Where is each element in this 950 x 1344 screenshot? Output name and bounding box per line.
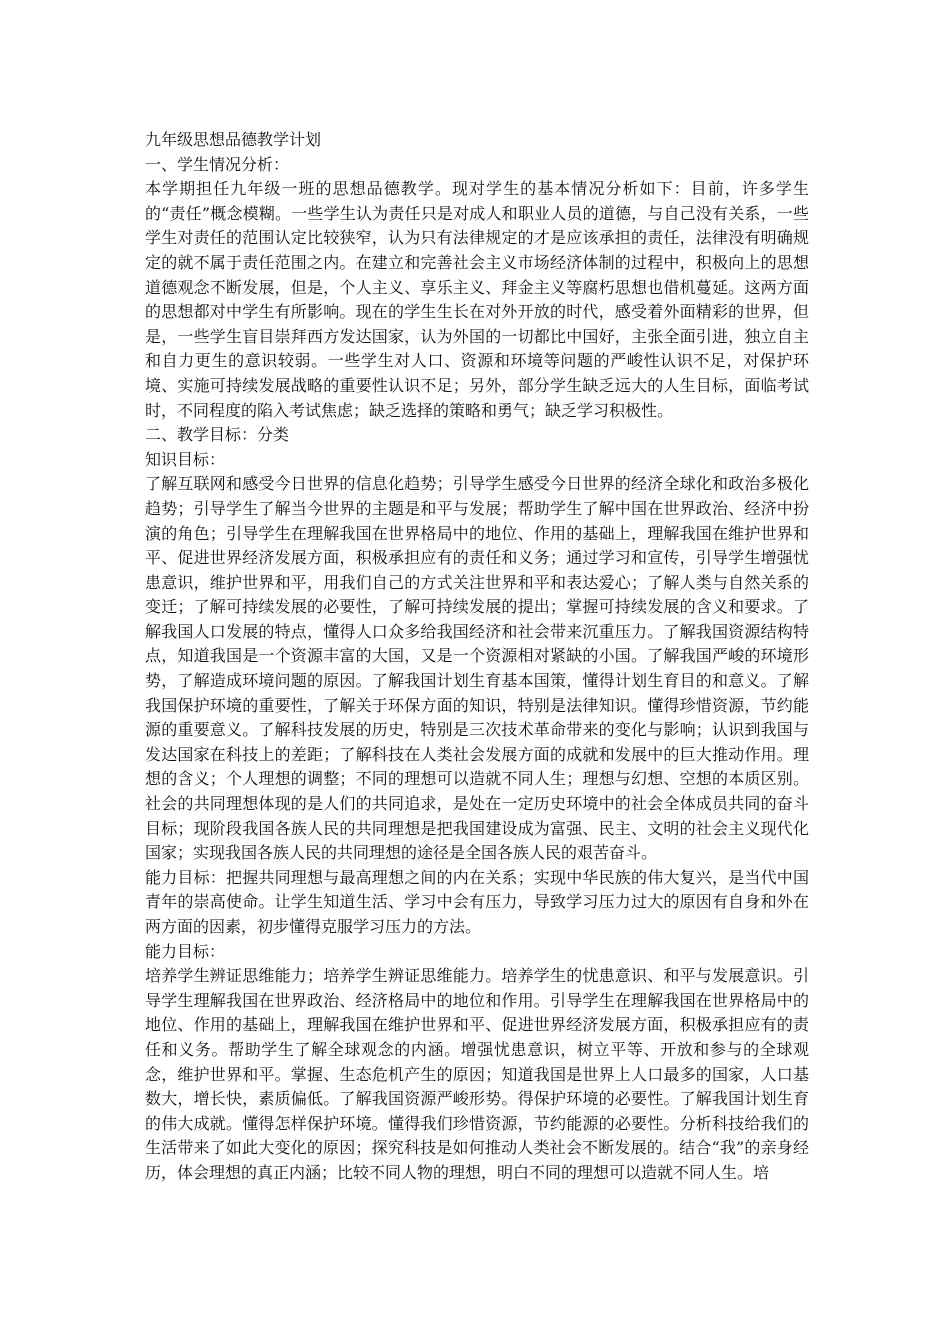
paragraph-ability-goals: 培养学生辨证思维能力；培养学生辨证思维能力。培养学生的忧患意识、和平与发展意识。引导学生理解我国在世界政治、经济格局中的地位和作用。引导学生在理解我国在世界格局中的地位、作用的基础上，理解我国在维护世界和平、促进世界经济发展方面，积极承担应有的责任和义务。帮助学生了解全球观念的内涵。增强忧患意识，树立平等、开放和参与的全球观念，维护世界和平。掌握、生态危机产生的原因；知道我国是世界上人口最多的国家，人口基数大，增长快，素质偏低。了解我国资源严峻形势。得保护环境的必要性。了解我国计划生育的伟大成就。懂得怎样保护环境。懂得我们珍惜资源，节约能源的必要性。分析科技给我们的生活带来了如此大变化的原因；探究科技是如何推动人类社会不断发展的。结合“我”的亲身经历，体会理想的真正内涵；比较不同人物的理想，明白不同的理想可以造就不同人生。培 — [145, 966, 809, 1182]
paragraph-ability-goals-intro: 能力目标：把握共同理想与最高理想之间的内在关系；实现中华民族的伟大复兴，是当代中国青年的崇高使命。让学生知道生活、学习中会有压力，导致学习压力过大的原因有自身和外在两方面的因素，初步懂得克服学习压力的方法。 — [145, 867, 809, 936]
subheading-ability-goals: 能力目标： — [145, 941, 226, 961]
document-title: 九年级思想品德教学计划 — [145, 130, 322, 149]
section-heading-teaching-goals: 二、教学目标：分类 — [145, 425, 290, 445]
paragraph-knowledge-goals: 了解互联网和感受今日世界的信息化趋势；引导学生感受今日世界的经济全球化和政治多极化趋势；引导学生了解当今世界的主题是和平与发展；帮助学生了解中国在世界政治、经济中扮演的角色；引导学生在理解我国在世界格局中的地位、作用的基础上，理解我国在维护世界和平、促进世界经济发展方面，积极承担应有的责任和义务；通过学习和宣传，引导学生增强忧患意识，维护世界和平，用我们自己的方式关注世界和平和表达爱心；了解人类与自然关系的变迁；了解可持续发展的必要性，了解可持续发展的提出；掌握可持续发展的含义和要求。了解我国人口发展的特点，懂得人口众多给我国经济和社会带来沉重压力。了解我国资源结构特点，知道我国是一个资源丰富的大国，又是一个资源相对紧缺的小国。了解我国严峻的环境形势，了解造成环境问题的原因。了解我国计划生育基本国策，懂得计划生育目的和意义。了解我国保护环境的重要性，了解关于环保方面的知识，特别是法律知识。懂得珍惜资源，节约能源的重要意义。了解科技发展的历史，特别是三次技术革命带来的变化与影响；认识到我国与发达国家在科技上的差距；了解科技在人类社会发展方面的成就和发展中的巨大推动作用。理想的含义；个人理想的调整；不同的理想可以造就不同人生；理想与幻想、空想的本质区别。社会的共同理想体现的是人们的共同追求，是处在一定历史环境中的社会全体成员共同的奋斗目标；现阶段我国各族人民的共同理想是把我国建设成为富强、民主、文明的社会主义现代化国家；实现我国各族人民的共同理想的途径是全国各族人民的艰苦奋斗。 — [145, 474, 809, 863]
section-heading-student-analysis: 一、学生情况分析： — [145, 154, 290, 174]
subheading-knowledge-goals: 知识目标： — [145, 449, 226, 469]
paragraph-student-analysis: 本学期担任九年级一班的思想品德教学。现对学生的基本情况分析如下：目前，许多学生的“责任”概念模糊。一些学生认为责任只是对成人和职业人员的道德，与自己没有关系，一些学生对责任的范围认定比较狭窄，认为只有法律规定的才是应该承担的责任，法律没有明确规定的就不属于责任范围之内。在建立和完善社会主义市场经济体制的过程中，积极向上的思想道德观念不断发展，但是，个人主义、享乐主义、拜金主义等腐朽思想也借机蔓延。这两方面的思想都对中学生有所影响。现在的学生生长在对外开放的时代，感受着外面精彩的世界，但是，一些学生盲目崇拜西方发达国家，认为外国的一切都比中国好，主张全面引进，独立自主和自力更生的意识较弱。一些学生对人口、资源和环境等问题的严峻性认识不足，对保护环境、实施可持续发展战略的重要性认识不足；另外，部分学生缺乏远大的人生目标，面临考试时，不同程度的陷入考试焦虑；缺乏选择的策略和勇气；缺乏学习积极性。 — [145, 179, 809, 420]
document-page — [145, 128, 809, 1186]
